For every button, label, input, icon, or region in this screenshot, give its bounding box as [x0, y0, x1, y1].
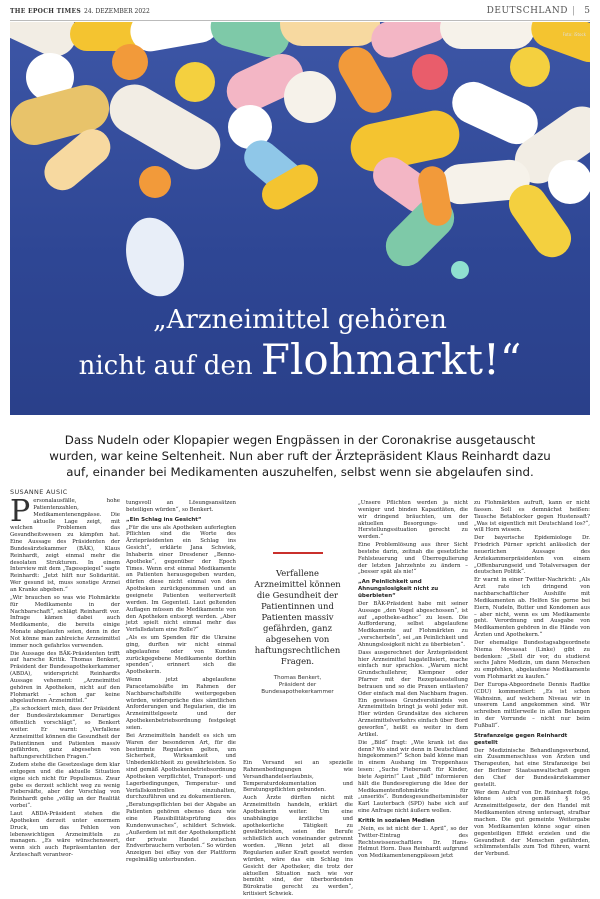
col1-paragraph-6: Laut ABDA-Präsident stehen die Apotheken derzeit unter enormem Druck, um das Fehlen von lebenswichtigen Arzneimitteln zu managen. „Es wäre wünschenswert, wenn sich auch Repräsentanten der Ärzteschaft verantwor-: [10, 810, 120, 859]
pull-quote: [250, 552, 345, 696]
headline-line-2-small: nicht auf den: [78, 351, 253, 381]
col1-paragraph-2: „Wir brauchen so was wie Flohmärkte für Medikamente in der Nachbarschaft“, schlägt Reinhardt vor. Infrage kämen dabei auch Medikamente, die bereits einige Monate abgelaufen seien, denn in der Not könne man zahlreiche Arzneimittel immer noch gefahrlos verwenden.: [10, 594, 120, 649]
col1-p1-text: ersonalausfälle, hohe Patientenzahlen, Medikamentenengpässe. Die aktuelle Lage zeigt, mit welchen Problemen das Gesundheitswesen zu kämpfen hat. Eine Aussage des Präsidenten der Bundesärztekammer (BÄK), Klaus Reinhardt, zeigt einmal mehr die desolaten Strukturen. In einem Interview mit dem „Tagesspiegel“ sagte Reinhardt: „Jetzt hilft nur Solidarität. Wer gesund ist, muss sonstige Arznei an Kranke abgeben.“: [10, 498, 120, 593]
pill-shapes: [10, 22, 590, 303]
article-column-3: [358, 500, 468, 861]
col3-paragraph-4: Dass ausgerechnet der Ärztepräsident hier Arzneimittel bagatellisiert, mache einfach nur sprachlos. „Warum nicht Grundschullehrer, Klempner oder Pfarrer mit der Rezeptausstellung betrauen und so die Praxen entlasten? Oder einfach mal den Nachbarn fragen. Ein gewisses Grundverständnis von Arzneimitteln bringt ja wohl jeder mit. Hier würden Grundsätze des sicheren Arzneimittelverkehrs einfach über Bord geworfen“, heißt es weiter in dem Artikel.: [358, 649, 468, 738]
col2-paragraph-3: „Als es um Spenden für die Ukraine ging, durften wir nicht einmal abgelaufene oder von Kunden zurückgegebene Medikamente dorthin spenden“, erinnert sich die Apothekerin.: [126, 635, 236, 676]
publication-name: THE EPOCH TIMES: [10, 8, 81, 15]
pull-quote-accent-bar: [273, 552, 323, 554]
headline-line-1: „Arzneimittel gehören: [153, 305, 447, 335]
page-header: [10, 6, 590, 18]
col2-paragraph-2: „Für die uns als Apotheken auferlegten Pflichten sind die Worte des Ärztepräsidenten ein Schlag ins Gesicht“, erklärte Jana Schwiek, Inhaberin einer Dresdener „Benno-Apotheke“, gegenüber der Epoch Times. Wenn erst einmal Medikamente an Patienten herausgegeben wurden, dürfen diese nicht einmal von den Apotheken zurückgenommen und an geeignete Patienten weiterverteilt werden. Im Gegenteil. Laut geltenden Auflagen müssen die Medikamente von den Apotheken entsorgt werden. „Aber jetzt spielt nicht einmal mehr das Verfallsdatum eine Rolle?“: [126, 524, 236, 634]
drop-cap: P: [10, 494, 31, 529]
pull-quote-text: Verfallene Arzneimittel können die Gesundheit der Patientinnen und Patienten massiv gefährden, ganz abgesehen von haftungsrechtlichen Fragen.: [254, 568, 341, 666]
col4-paragraph-1: zu Flohmärkten aufruft, kann er nicht fassen. Soll es demnächst heißen: Tausche Betablocker gegen Hustensaft? „Was ist eigentlich mit Deutschland los?“, will Horn wissen.: [474, 500, 590, 534]
page-number: 5: [584, 6, 590, 16]
col4-paragraph-4: Der ehemalige Bundestagsabgeordnete Niema Movassat (Linke) gibt zu bedenken: „Stell dir vor, du studierst sechs Jahre Medizin, um dann Menschen zu empfehlen, abgelaufene Medikamente vom Flohmarkt zu kaufen.“: [474, 639, 590, 681]
article-column-4: [474, 500, 590, 859]
col2-paragraph-5: Bei Arzneimitteln handelt es sich um Waren der besonderen Art, für die bestimmte Regularien gelten, um Sicherheit, Wirksamkeit und Unbedenklichkeit zu gewährleisten. So sind gemäß Apothekenbetriebsordnung Apotheken verpflichtet, Transport- und Lagerbedingungen, Temperatur- und Verfallskontrollen einzuhalten, durchzuführen und zu dokumentieren.: [126, 732, 236, 801]
pull-quote-role-1: Präsident der: [278, 682, 317, 688]
col1-paragraph-3: Die Aussage des BÄK-Präsidenten trifft auf harsche Kritik. Thomas Benkert, Präsident der Bundesapothekerkammer (ABDA), widerspricht Reinhardts Aussage vehement: „Arzneimittel gehören in Apotheken, nicht auf den Flohmarkt – schon gar keine abgelaufenen Arzneimittel.“: [10, 650, 120, 705]
col1-paragraph-4: „Es schockiert mich, dass der Präsident der Bundesärztekammer Derartiges öffentlich vorschlägt“, so Benkert weiter. Er warnt: „Verfallene Arzneimittel können die Gesundheit der Patientinnen und Patienten massiv gefährden, ganz abgesehen von haftungsrechtlichen Fragen.“: [10, 706, 120, 761]
header-separator: |: [571, 6, 575, 16]
subheading-kritik: Kritik in sozialen Medien: [358, 817, 435, 824]
article-column-2: [126, 500, 236, 865]
col3-paragraph-2: Eine Problemlösung aus ihrer Sicht bestehe darin, zeitnah die gesetzliche Fehlsteuerung und Überregulierung der letzten Jahrzehnte zu ändern – „besser spät als nie!“: [358, 542, 468, 576]
hero-photo: [10, 22, 590, 415]
col5-paragraph-1: Ein Versand sei an spezielle Rahmenbedingungen wie Versandhandelserlaubnis, Temperaturdokumentation und Beratungspflichten gebunden.: [243, 760, 353, 794]
pull-quote-source: [250, 675, 345, 696]
col4-paragraph-7: Wer dem Aufruf von Dr. Reinhardt folge, könne sich gemäß § 95 Arzneimittelgesetz, der den Handel mit Medikamenten streng untersagt, strafbar machen. Die gut gemeinte Weitergabe von Medikamenten könne sogar einen gegenteiligen Effekt erzielen und die Gesundheit der Menschen gefährden, schlimmstenfalls zum Tod führen, warnt der Verbund.: [474, 789, 590, 858]
col4-paragraph-2: Der bayerische Epidemiologe Dr. Friedrich Pürner spricht anlässlich der neuerlichen Aussage des Ärztekammerpräsidenten von einem „Offenbarungseid und Totalversagen der deutschen Politik“.: [474, 535, 590, 576]
col2-paragraph-6: „Beratungspflichten bei der Abgabe an Patienten gehören ebenso dazu wie eine Plausibilitätsprüfung des Kundenwunsches“, schildert Schwiek. „Außerdem ist mit der Apothekenpflicht der private Handel zwischen Endverbrauchern verboten.“ So würden Anzeigen bei eBay von der Plattform regelmäßig unterbunden.: [126, 802, 236, 864]
author-byline: SUSANNE AUSIC: [10, 488, 68, 496]
subheading-strafanzeige: Strafanzeige gegen Reinhardt gestellt: [474, 732, 568, 746]
pull-quote-role-2: Bundesapothekerkammer: [261, 689, 334, 695]
col4-paragraph-5: Der Europa-Abgeordnete Dennis Radtke (CDU) kommentiert: „Es ist schon Wahnsinn, auf welchem Niveau wir in unserem Land angekommen sind. Wir schreiben mittlerweile in allen Belangen in der Vorrunde – nicht nur beim Fußball“.: [474, 681, 590, 729]
article-column-middle-bottom: [243, 760, 353, 899]
headline-line-2-big: Flohmarkt!“: [260, 335, 522, 384]
subheading-schlag: „Ein Schlag ins Gesicht“: [126, 516, 202, 523]
col4-paragraph-3: Er warnt in einer Twitter-Nachricht: „Als Arzt rate ich dringend von nachbarschaftlicher Aushilfe mit Medikamenten ab. Helfen Sie gerne bei Eiern, Nudeln, Butter und Kondomen aus – aber nicht, wenn es um Medikamente geht. Verordnung und Ausgabe von Medikamenten gehören in die Hände von Ärzten und Apothekern.“: [474, 577, 590, 639]
col4-paragraph-6: Der Medizinische Behandlungsverbund, ein Zusammenschluss von Ärzten und Therapeuten, hat eine Strafanzeige bei der Berliner Staatsanwaltschaft gegen den Chef der Bundesärztekammer gestellt.: [474, 747, 590, 788]
article-column-1: [10, 494, 120, 860]
col3-paragraph-6: „Nein, es ist nicht der 1. April“, so der Twitter-Eintrag des Rechtswissenschaftlers Dr. Hans-Helmut Horn. Dass Reinhardt aufgrund von Medikamentenengpässen jetzt: [358, 825, 468, 860]
col2-paragraph-1: tungsvoll an Lösungsansätzen beteiligen würden“, so Benkert.: [126, 500, 236, 513]
subheading-peinlichkeit: „An Peinlichkeit und Ahnungslosigkeit nicht zu überbieten“: [358, 579, 439, 599]
pull-quote-name: Thomas Benkert,: [273, 675, 322, 681]
col3-paragraph-1: „Unsere Pflichten werden ja nicht weniger und binden Kapazitäten, die wir dringend bräuchten, um der aktuellen Besorgungs- und Herstellungssituation gerecht zu werden.“: [358, 500, 468, 541]
col3-paragraph-5: Die „Bild“ fragt: „Wie krank ist das denn? Wo sind wir denn in Deutschland hingekommen?“ Schon bald könne man in einem Aushang im Treppenhaus lesen: „Suche Fiebersaft für Kinder, biete Aspirin!“ Laut „Bild“ informieren hält die Bundesregierung die Idee der Medikamentenflohmärkte für „unseriös“. Bundesgesundheitsminister Karl Lauterbach (SPD) habe sich auf eine Anfrage nicht äußern wollen.: [358, 739, 468, 815]
col3-paragraph-3: Der BÄK-Präsident habe mit seiner Aussage „den Vogel abgeschossen“, ist auf „apotheke-adhoc“ zu lesen. Die Aufforderung, selbst abgelaufene Medikamente auf Flohmärkten zu „verscherbeln“, sei „an Peinlichkeit und Ahnungslosigkeit nicht zu überbieten“.: [358, 600, 468, 648]
headline-line-2: [10, 336, 590, 390]
col1-paragraph-5: Zudem stehe die Gesetzeslage dem klar entgegen und die aktuelle Situation eigne sich nicht für Populismus. Zwar gebe es derzeit schlicht weg zu wenig Fiebersäfte, aber der Vorschlag von Reinhardt gehe „völlig an der Realität vorbei“.: [10, 762, 120, 810]
col2-paragraph-4: Wenn jetzt abgelaufene Paracetamolsäfte im Rahmen der Nachbarschaftshilfe weitergegeben würden, widerspräche dies sämtlichen Anforderungen und Regularien, die im Arzneimittelgesetz und der Apothekenbetriebsordnung festgelegt seien.: [126, 677, 236, 731]
lead-paragraph: Dass Nudeln oder Klopapier wegen Engpässen in der Coronakrise ausgetauscht wurden, war keine Seltenheit. Nun aber ruft der Ärztepräsident Klaus Reinhardt dazu auf, einander bei Medikamenten auszuhelfen, selbst wenn sie abgelaufen sind.: [49, 433, 551, 479]
col1-paragraph-1: [10, 494, 120, 594]
photo-credit: Foto: iStock: [562, 32, 586, 37]
header-rule: [10, 20, 590, 21]
issue-date: 24. DEZEMBER 2022: [84, 8, 150, 15]
col5-paragraph-2: Auch Ärzte dürften nicht mit Arzneimitteln handeln, erklärt die Apothekerin weiter. Um eine unabhängige ärztliche und apothekerliche Tätigkeit zu gewährleisten, seien die Berufe schließlich auch voneinander getrennt worden. „Wenn jetzt all diese Regularien außer Kraft gesetzt werden würden, wäre das ein Schlag ins Gesicht der Apotheker, die trotz der aktuellen Situation nach wie vor bemüht sind, der überbordenden Bürokratie gerecht zu werden“, kritisiert Schwiek.: [243, 795, 353, 898]
section-name: DEUTSCHLAND: [486, 6, 568, 16]
headline: [10, 304, 590, 390]
